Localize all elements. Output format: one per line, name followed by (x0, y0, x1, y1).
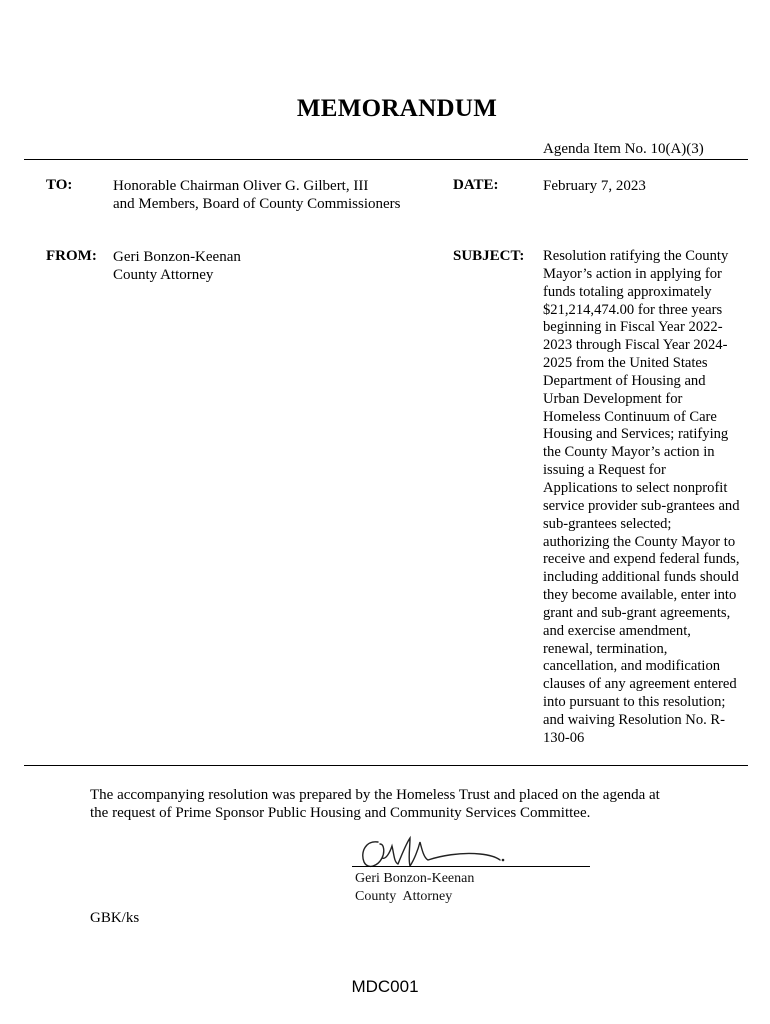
agenda-item-number: Agenda Item No. 10(A)(3) (543, 141, 704, 157)
subject-label: SUBJECT: (453, 248, 525, 264)
signer-block (355, 870, 474, 906)
subject-line: Homeless Continuum of Care (543, 408, 717, 425)
date-value: February 7, 2023 (543, 178, 646, 194)
subject-line: and exercise amendment, (543, 622, 691, 639)
subject-line: beginning in Fiscal Year 2022- (543, 319, 723, 336)
subject-line: 2025 from the United States (543, 355, 708, 372)
subject-line: receive and expend federal funds, (543, 551, 740, 568)
subject-line: they become available, enter into (543, 587, 737, 604)
signature-line (352, 866, 590, 867)
subject-line: clauses of any agreement entered (543, 676, 737, 693)
subject-line: and waiving Resolution No. R- (543, 711, 726, 728)
typist-initials: GBK/ks (90, 910, 140, 926)
subject-line: grant and sub-grant agreements, (543, 604, 731, 621)
body-line-2: the request of Prime Sponsor Public Housing and Community Services Committee. (90, 805, 591, 821)
from-line-2: County Attorney (113, 267, 214, 283)
subject-line: $21,214,474.00 for three years (543, 301, 723, 318)
signer-title: County Attorney (355, 889, 453, 904)
from-line-1: Geri Bonzon-Keenan (113, 249, 241, 265)
body-paragraph (90, 786, 690, 822)
to-label: TO: (46, 177, 73, 193)
date-label: DATE: (453, 177, 499, 193)
from-sender (113, 248, 241, 284)
to-line-2: and Members, Board of County Commissioners (113, 196, 401, 212)
subject-line: sub-grantees selected; (543, 515, 672, 532)
memo-title: MEMORANDUM (296, 95, 498, 122)
subject-text (543, 248, 748, 748)
subject-line: the County Mayor’s action in (543, 444, 715, 461)
subject-line: service provider sub-grantees and (543, 497, 740, 514)
subject-line: into pursuant to this resolution; (543, 694, 726, 711)
subject-line: funds totaling approximately (543, 283, 712, 300)
to-recipient (113, 177, 400, 213)
subject-line: Urban Development for (543, 390, 683, 407)
body-line-1: The accompanying resolution was prepared by the Homeless Trust and placed on the agenda at (90, 787, 660, 803)
subject-line: Housing and Services; ratifying (543, 426, 729, 443)
subject-line: Applications to select nonprofit (543, 479, 728, 496)
subject-line: Mayor’s action in applying for (543, 265, 722, 282)
subject-line: including additional funds should (543, 569, 739, 586)
subject-line: Resolution ratifying the County (543, 248, 729, 264)
footer-code: MDC001 (351, 977, 419, 996)
signer-name: Geri Bonzon-Keenan (355, 871, 475, 886)
subject-line: renewal, termination, (543, 640, 668, 657)
body-rule (24, 765, 748, 766)
subject-line: cancellation, and modification (543, 658, 721, 675)
subject-line: authorizing the County Mayor to (543, 533, 736, 550)
subject-line: 2023 through Fiscal Year 2024- (543, 337, 728, 354)
header-rule (24, 159, 748, 160)
subject-line: Department of Housing and (543, 372, 706, 389)
from-label: FROM: (46, 248, 97, 264)
subject-line: issuing a Request for (543, 462, 666, 479)
subject-line: 130-06 (543, 729, 585, 746)
to-line-1: Honorable Chairman Oliver G. Gilbert, III (113, 178, 369, 194)
